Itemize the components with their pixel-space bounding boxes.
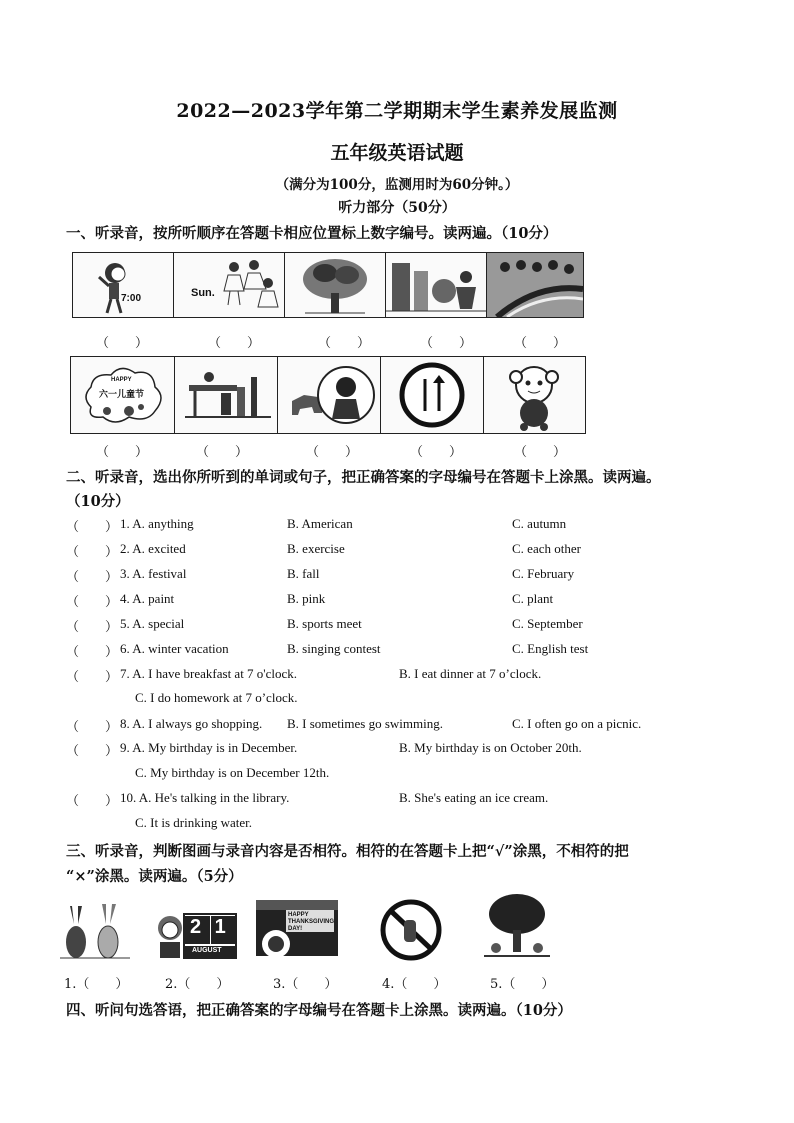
answer-blank[interactable]: （ ） xyxy=(66,569,119,584)
judge-item-3[interactable]: 3.（ ） xyxy=(273,977,338,992)
section3-heading: 三、听录音，判断图画与录音内容是否相符。相符的在答题卡上把“√”涂黑，不相符的把 xyxy=(66,843,629,860)
answer-blank[interactable]: （ ） xyxy=(514,445,567,460)
option-a: 3. A. festival xyxy=(120,566,187,581)
thanksgiving-banner: HAPPY THANKSGIVING DAY! xyxy=(288,912,335,932)
calendar-picture xyxy=(156,904,240,960)
judge-item-2[interactable]: 2.（ ） xyxy=(165,977,230,992)
option-c: C. I do homework at 7 o’clock. xyxy=(135,690,298,705)
answer-blank[interactable]: （ ） xyxy=(306,445,359,460)
option-b: B. pink xyxy=(287,591,326,606)
answer-blank[interactable]: （ ） xyxy=(66,594,119,609)
exam-subtitle: 五年级英语试题 xyxy=(330,142,464,164)
dancing-girls-icon xyxy=(174,253,284,317)
answer-blank[interactable]: （ ） xyxy=(66,793,119,808)
option-a: 4. A. paint xyxy=(120,591,175,606)
answer-blank[interactable]: （ ） xyxy=(208,336,261,351)
option-b: B. My birthday is on October 20th. xyxy=(399,740,582,755)
answer-blank[interactable]: （ ） xyxy=(318,336,371,351)
boy-icon xyxy=(73,253,173,317)
picture-autumn-park xyxy=(385,252,487,318)
answer-blank[interactable]: （ ） xyxy=(96,336,149,351)
picture-girls-dancing xyxy=(173,252,285,318)
time-label: 7:00 xyxy=(121,293,142,304)
option-b: B. American xyxy=(287,516,353,531)
section2-heading: 二、听录音，选出你所听到的单词或句子，把正确答案的字母编号在答题卡上涂黑。读两遍。 xyxy=(66,469,661,486)
monkey-icon xyxy=(484,357,585,433)
option-b: B. She's eating an ice cream. xyxy=(399,790,549,805)
option-a: 8. A. I always go shopping. xyxy=(120,716,263,731)
option-c: C. English test xyxy=(512,641,589,656)
option-b: B. singing contest xyxy=(287,641,381,656)
one-way-sign-icon xyxy=(381,357,483,433)
part-label: 听力部分（50分） xyxy=(338,200,456,216)
answer-blank[interactable]: （ ） xyxy=(66,644,119,659)
option-a: 1. A. anything xyxy=(120,516,194,531)
answer-blank[interactable]: （ ） xyxy=(196,445,249,460)
option-b: B. exercise xyxy=(287,541,345,556)
picture-tree xyxy=(284,252,386,318)
park-icon xyxy=(386,253,486,317)
answer-blank[interactable]: （ ） xyxy=(66,544,119,559)
picture-childrens-day-banner xyxy=(70,356,175,434)
section1-picture-row-2 xyxy=(70,356,586,436)
option-b: B. fall xyxy=(287,566,320,581)
answer-blank[interactable]: （ ） xyxy=(420,336,473,351)
picture-monkey xyxy=(483,356,586,434)
calendar-day: 2 1 xyxy=(190,916,230,938)
section1-heading: 一、听录音，按所听顺序在答题卡相应位置标上数字编号。读两遍。（10分） xyxy=(66,225,558,242)
option-c: C. plant xyxy=(512,591,554,606)
option-c: C. September xyxy=(512,616,583,631)
picture-one-way-sign xyxy=(380,356,484,434)
answer-blank[interactable]: （ ） xyxy=(66,719,119,734)
judge-item-4[interactable]: 4.（ ） xyxy=(382,977,447,992)
option-a: 6. A. winter vacation xyxy=(120,641,229,656)
option-c: C. My birthday is on December 12th. xyxy=(135,765,330,780)
calendar-month: AUGUST xyxy=(192,947,222,954)
judge-item-1[interactable]: 1.（ ） xyxy=(64,977,129,992)
option-c: C. each other xyxy=(512,541,581,556)
option-c: C. February xyxy=(512,566,575,581)
picture-stairs xyxy=(174,356,278,434)
picture-cat-and-girl xyxy=(277,356,381,434)
tree-picnic-picture xyxy=(484,892,550,962)
section2-heading-cont: （10分） xyxy=(66,493,130,510)
banner-top-text: HAPPY xyxy=(111,377,132,383)
option-c: C. I often go on a picnic. xyxy=(512,716,642,731)
option-b: B. sports meet xyxy=(287,616,362,631)
children-icon xyxy=(487,253,583,317)
picture-children-road xyxy=(486,252,584,318)
exam-title: 2022—2023学年第二学期期末学生素养发展监测 xyxy=(176,100,618,122)
section4-heading: 四、听问句选答语，把正确答案的字母编号在答题卡上涂黑。读两遍。（10分） xyxy=(66,1002,572,1019)
section1-picture-row-1 xyxy=(72,252,584,320)
no-talking-sign-picture xyxy=(378,898,444,962)
option-b: B. I sometimes go swimming. xyxy=(287,716,443,731)
option-a: 5. A. special xyxy=(120,616,185,631)
answer-blank[interactable]: （ ） xyxy=(66,619,119,634)
thanksgiving-picture xyxy=(256,900,338,962)
rabbits-picture xyxy=(60,900,130,962)
option-c: C. autumn xyxy=(512,516,567,531)
option-a: 10. A. He's talking in the library. xyxy=(120,790,290,805)
option-a: 2. A. excited xyxy=(120,541,186,556)
tree-icon xyxy=(285,253,385,317)
picture-boy-7am xyxy=(72,252,174,318)
section3-heading-cont: “×”涂黑。读两遍。（5分） xyxy=(66,868,243,885)
option-a: 7. A. I have breakfast at 7 o'clock. xyxy=(120,666,298,681)
judge-item-5[interactable]: 5.（ ） xyxy=(490,977,555,992)
option-b: B. I eat dinner at 7 o’clock. xyxy=(399,666,542,681)
answer-blank[interactable]: （ ） xyxy=(514,336,567,351)
answer-blank[interactable]: （ ） xyxy=(410,445,463,460)
option-a: 9. A. My birthday is in December. xyxy=(120,740,298,755)
cat-girl-icon xyxy=(278,357,380,433)
answer-blank[interactable]: （ ） xyxy=(66,669,119,684)
score-note: （满分为100分，监测用时为60分钟。） xyxy=(275,177,519,193)
banner-text: 六一儿童节 xyxy=(99,390,145,400)
day-label: Sun. xyxy=(191,287,215,299)
option-c: C. It is drinking water. xyxy=(135,815,252,830)
answer-blank[interactable]: （ ） xyxy=(96,445,149,460)
answer-blank[interactable]: （ ） xyxy=(66,743,119,758)
answer-blank[interactable]: （ ） xyxy=(66,519,119,534)
stairs-icon xyxy=(175,357,277,433)
